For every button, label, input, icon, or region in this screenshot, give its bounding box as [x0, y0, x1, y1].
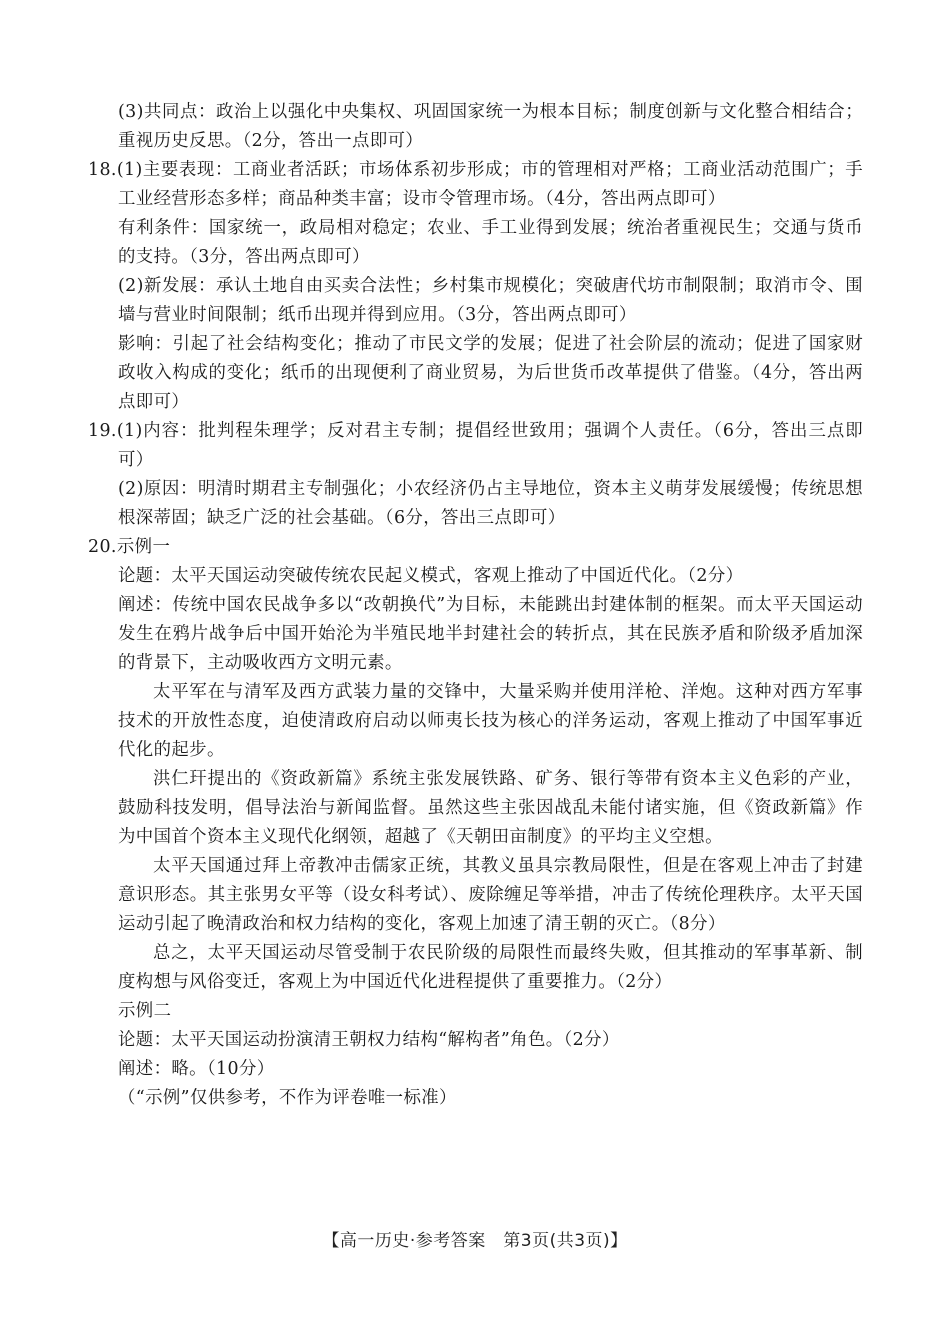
q20-number: 20. [88, 537, 117, 557]
q19-number: 19. [88, 421, 117, 441]
answer-content [88, 98, 863, 1113]
q18-part1-text: (1)主要表现：工商业者活跃；市场体系初步形成；市的管理相对严格；工商业活动范围广；手工业经营形态多样；商品种类丰富；设市令管理市场。（4分，答出两点即可） [116, 160, 863, 209]
q17-part3: (3)共同点：政治上以强化中央集权、巩固国家统一为根本目标；制度创新与文化整合相结合；重视历史反思。（2分，答出一点即可） [118, 102, 863, 151]
q20-example1-label: 示例一 [116, 537, 171, 557]
q20-paragraph1: 阐述：传统中国农民战争多以“改朝换代”为目标，未能跳出封建体制的框架。而太平天国运动发生在鸦片战争后中国开始沦为半殖民地半封建社会的转折点，其在民族矛盾和阶级矛盾加深的背景下，主动吸收西方文明元素。 [118, 595, 863, 673]
q20-thesis1: 论题：太平天国运动突破传统农民起义模式，客观上推动了中国近代化。（2分） [118, 566, 744, 586]
q20-thesis2: 论题：太平天国运动扮演清王朝权力结构“解构者”角色。（2分） [118, 1030, 620, 1050]
page-footer: 【高一历史·参考答案 第3页(共3页)】 [322, 1231, 628, 1251]
q18-number: 18. [88, 160, 117, 180]
q20-paragraph6: 阐述：略。（10分） [118, 1059, 275, 1079]
q20-example2-heading: 示例二 [118, 1001, 172, 1021]
q19-part2: (2)原因：明清时期君主专制强化；小农经济仍占主导地位，资本主义萌芽发展缓慢；传统思想根深蒂固；缺乏广泛的社会基础。（6分，答出三点即可） [118, 479, 863, 528]
q20-paragraph5: 总之，太平天国运动尽管受制于农民阶级的局限性而最终失败，但其推动的军事革新、制度构想与风俗变迁，客观上为中国近代化进程提供了重要推力。（2分） [118, 943, 863, 992]
q18-conditions: 有利条件：国家统一，政局相对稳定；农业、手工业得到发展；统治者重视民生；交通与货币的支持。（3分，答出两点即可） [118, 218, 863, 267]
q20-paragraph3: 洪仁玕提出的《资政新篇》系统主张发展铁路、矿务、银行等带有资本主义色彩的产业，鼓励科技发明，倡导法治与新闻监督。虽然这些主张因战乱未能付诸实施，但《资政新篇》作为中国首个资本主义现代化纲领，超越了《天朝田亩制度》的平均主义空想。 [118, 769, 863, 847]
q20-example1-heading [88, 533, 863, 562]
q19-part1 [88, 417, 863, 475]
q20-paragraph4: 太平天国通过拜上帝教冲击儒家正统，其教义虽具宗教局限性，但是在客观上冲击了封建意识形态。其主张男女平等（设女科考试）、废除缠足等举措，冲击了传统伦理秩序。太平天国运动引起了晚清政治和权力结构的变化，客观上加速了清王朝的灭亡。（8分） [118, 856, 863, 934]
q18-part1 [88, 156, 863, 214]
q20-note: （“示例”仅供参考，不作为评卷唯一标准） [118, 1088, 457, 1108]
q18-impact: 影响：引起了社会结构变化；推动了市民文学的发展；促进了社会阶层的流动；促进了国家财政收入构成的变化；纸币的出现便利了商业贸易，为后世货币改革提供了借鉴。（4分，答出两点即可） [118, 334, 863, 412]
q20-paragraph2: 太平军在与清军及西方武装力量的交锋中，大量采购并使用洋枪、洋炮。这种对西方军事技术的开放性态度，迫使清政府启动以师夷长技为核心的洋务运动，客观上推动了中国军事近代化的起步。 [118, 682, 863, 760]
q18-part2: (2)新发展：承认土地自由买卖合法性；乡村集市规模化；突破唐代坊市制限制；取消市令、围墙与营业时间限制；纸币出现并得到应用。（3分，答出两点即可） [118, 276, 863, 325]
q19-part1-text: (1)内容：批判程朱理学；反对君主专制；提倡经世致用；强调个人责任。（6分，答出三点即可） [116, 421, 863, 470]
